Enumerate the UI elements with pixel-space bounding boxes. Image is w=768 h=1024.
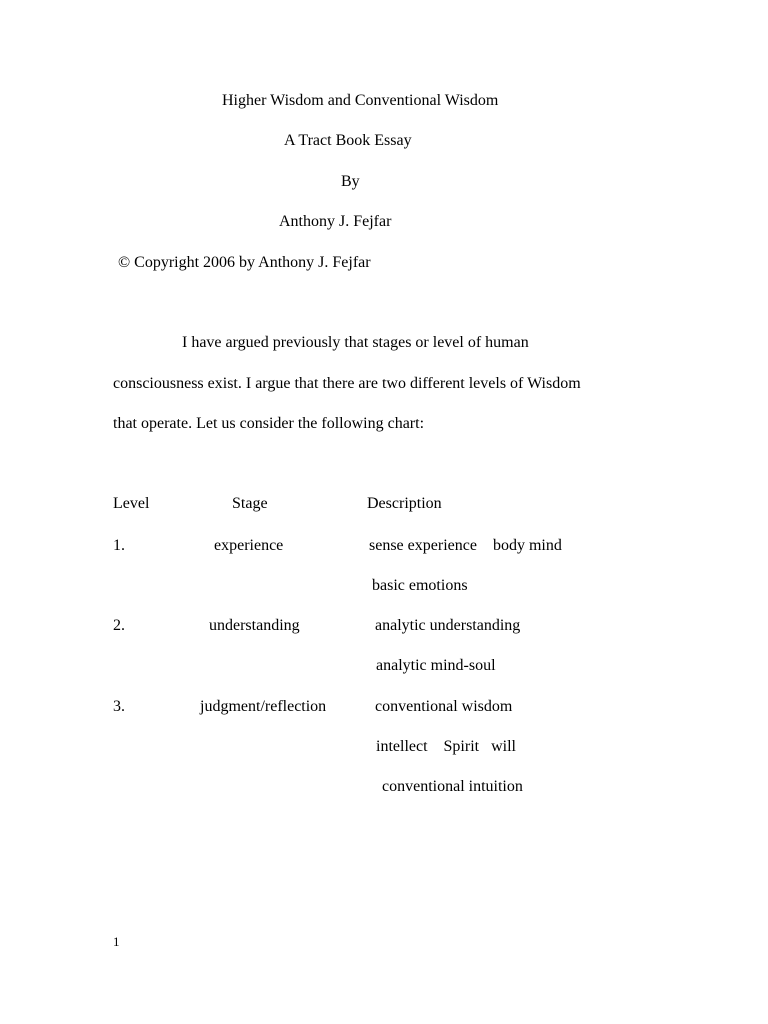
paragraph-line-1: I have argued previously that stages or level of human: [182, 334, 529, 351]
table-row-3-description-3: conventional intuition: [382, 778, 523, 795]
document-subtitle: A Tract Book Essay: [284, 132, 412, 149]
by-line: By: [341, 173, 360, 190]
table-row-2-level: 2.: [113, 617, 125, 634]
table-header-stage: Stage: [232, 495, 268, 512]
table-header-description: Description: [367, 495, 442, 512]
paragraph-line-3: that operate. Let us consider the following chart:: [113, 415, 425, 432]
page-number: 1: [113, 934, 120, 949]
table-row-2-stage: understanding: [209, 617, 300, 634]
table-row-1-description-2: basic emotions: [372, 577, 468, 594]
paragraph-line-2: consciousness exist. I argue that there are two different levels of Wisdom: [113, 375, 581, 392]
document-title: Higher Wisdom and Conventional Wisdom: [222, 92, 499, 109]
table-row-1-description-1: sense experience body mind: [369, 537, 562, 554]
table-row-2-description-2: analytic mind-soul: [376, 657, 496, 674]
author-name: Anthony J. Fejfar: [279, 213, 392, 230]
table-header-level: Level: [113, 495, 150, 512]
table-row-3-description-1: conventional wisdom: [375, 698, 513, 715]
table-row-1-stage: experience: [214, 537, 284, 554]
table-row-3-level: 3.: [113, 698, 125, 715]
table-row-1-level: 1.: [113, 537, 125, 554]
copyright-notice: © Copyright 2006 by Anthony J. Fejfar: [118, 254, 371, 271]
table-row-3-stage: judgment/reflection: [200, 698, 327, 715]
table-row-2-description-1: analytic understanding: [375, 617, 521, 634]
table-row-3-description-2: intellect Spirit will: [376, 738, 516, 755]
